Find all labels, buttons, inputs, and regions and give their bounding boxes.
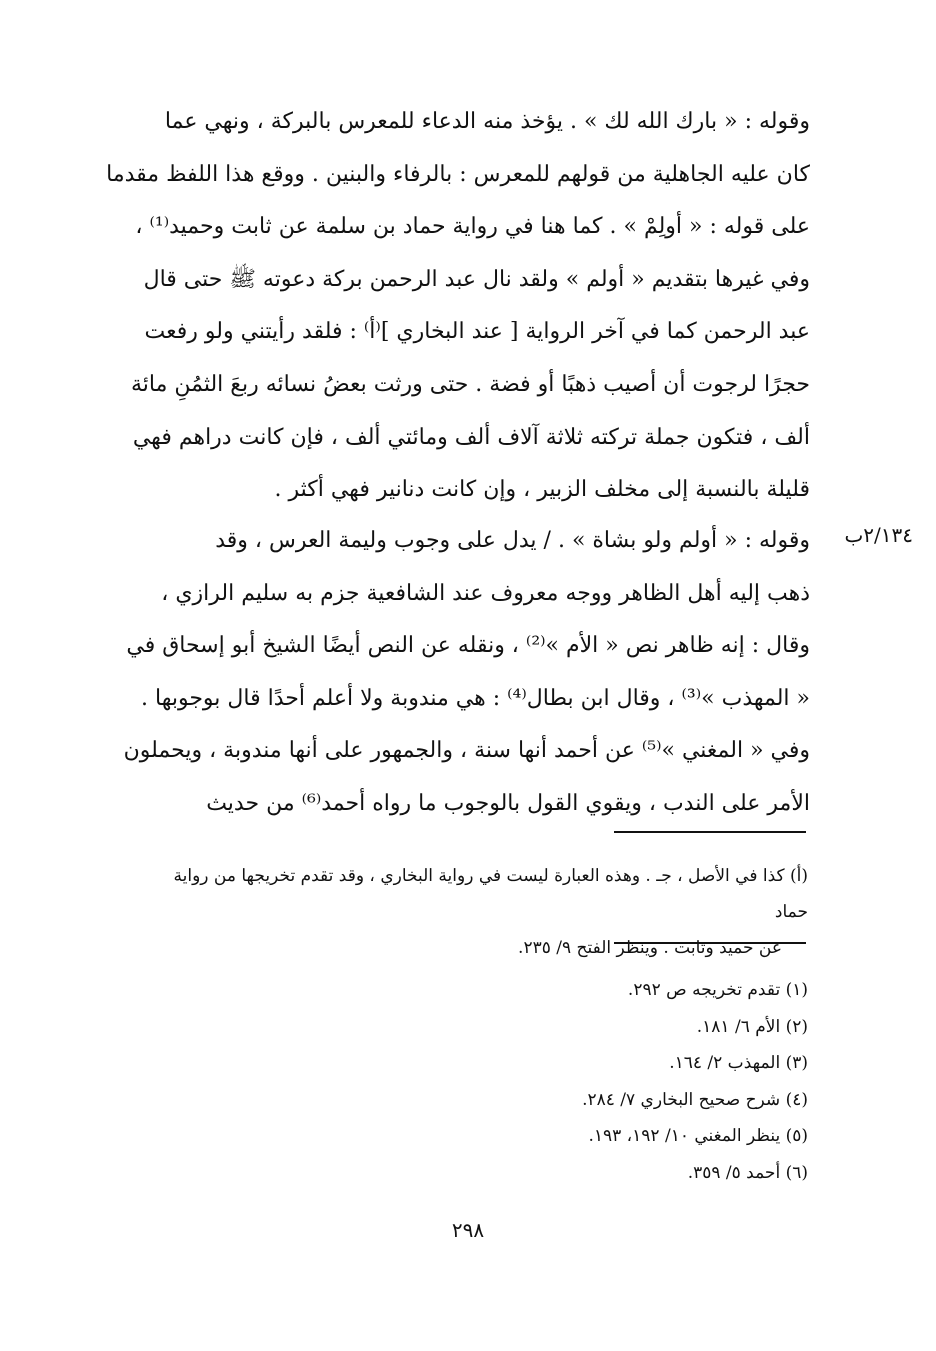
page-number: ٢٩٨ xyxy=(451,1218,485,1242)
text-line: حجرًا لرجوت أن أصيب ذهبًا أو فضة . حتى ورثت بعضُ نسائه ربعَ الثمُنِ مائة xyxy=(130,371,810,397)
footnote-item: (٦) أحمد ٥/ ٣٥٩. xyxy=(687,1162,808,1183)
footnote-item: (٢) الأم ٦/ ١٨١. xyxy=(696,1016,808,1037)
text-line: قليلة بالنسبة إلى مخلف الزبير ، وإن كانت دنانير فهي أكثر . xyxy=(274,477,810,503)
text-line: وقال : إنه ظاهر نص « الأم »⁽²⁾ ، ونقله عن النص أيضًا الشيخ أبو إسحاق في xyxy=(126,633,810,659)
footnote-item: (١) تقدم تخريجه ص ٢٩٢. xyxy=(627,980,808,1000)
text-line: كان عليه الجاهلية من قولهم للمعرس : بالرفاء والبنين . ووقع هذا اللفظ مقدما xyxy=(106,161,810,187)
text-line: وفي غيرها بتقديم « أولم » ولقد نال عبد الرحمن بركة دعوته ﷺ حتى قال xyxy=(143,266,810,292)
footnote-item: (٣) المهذب ٢/ ١٦٤. xyxy=(669,1053,808,1074)
text-line: عبد الرحمن كما في آخر الرواية [ عند البخاري ]⁽أ⁾ : فلقد رأيتني ولو رفعت xyxy=(144,319,810,345)
editor-note-line: (أ) كذا في الأصل ، جـ . وهذه العبارة ليست في رواية البخاري ، وقد تقدم تخريجها من رواية حماد xyxy=(173,866,808,922)
manuscript-folio-marker: ٢/١٣٤ب xyxy=(844,523,913,547)
text-line: ذهب إليه أهل الظاهر ووجه معروف عند الشافعية جزم به سليم الرازي ، xyxy=(161,580,810,606)
editor-note xyxy=(140,858,808,966)
main-paragraph-1 xyxy=(106,96,810,517)
footnote-item: (٤) شرح صحيح البخاري ٧/ ٢٨٤. xyxy=(582,1089,808,1110)
footnote-divider xyxy=(614,831,806,833)
text-line: الأمر على الندب ، ويقوي القول بالوجوب ما رواه أحمد⁽⁶⁾ من حديث xyxy=(206,790,810,816)
main-paragraph-2 xyxy=(123,515,810,831)
text-line: « المهذب »⁽³⁾ ، وقال ابن بطال⁽⁴⁾ : هي مندوبة ولا أعلم أحدًا قال بوجوبها . xyxy=(141,685,810,711)
text-line: ألف ، فتكون جملة تركته ثلاثة آلاف ألف ومائتي ألف ، فإن كانت دراهم فهي xyxy=(132,424,810,450)
text-line: وقوله : « أولم ولو بشاة » . / يدل على وجوب وليمة العرس ، وقد xyxy=(215,528,810,553)
text-line: على قوله : « أولِمْ » . كما هنا في رواية حماد بن سلمة عن ثابت وحميد⁽¹⁾ ، xyxy=(135,214,810,240)
editor-note-line: عن حميد وثابت . وينظر الفتح ٩/ ٢٣٥. xyxy=(518,938,782,958)
footnote-item: (٥) ينظر المغني ١٠/ ١٩٢، ١٩٣. xyxy=(588,1126,808,1147)
footnote-divider xyxy=(614,942,806,944)
text-line: وقوله : « بارك الله لك » . يؤخذ منه الدعاء للمعرس بالبركة ، ونهي عما xyxy=(164,109,810,134)
text-line: وفي « المغني »⁽⁵⁾ عن أحمد أنها سنة ، والجمهور على أنها مندوبة ، ويحملون xyxy=(123,738,810,764)
footnotes xyxy=(140,972,808,1192)
